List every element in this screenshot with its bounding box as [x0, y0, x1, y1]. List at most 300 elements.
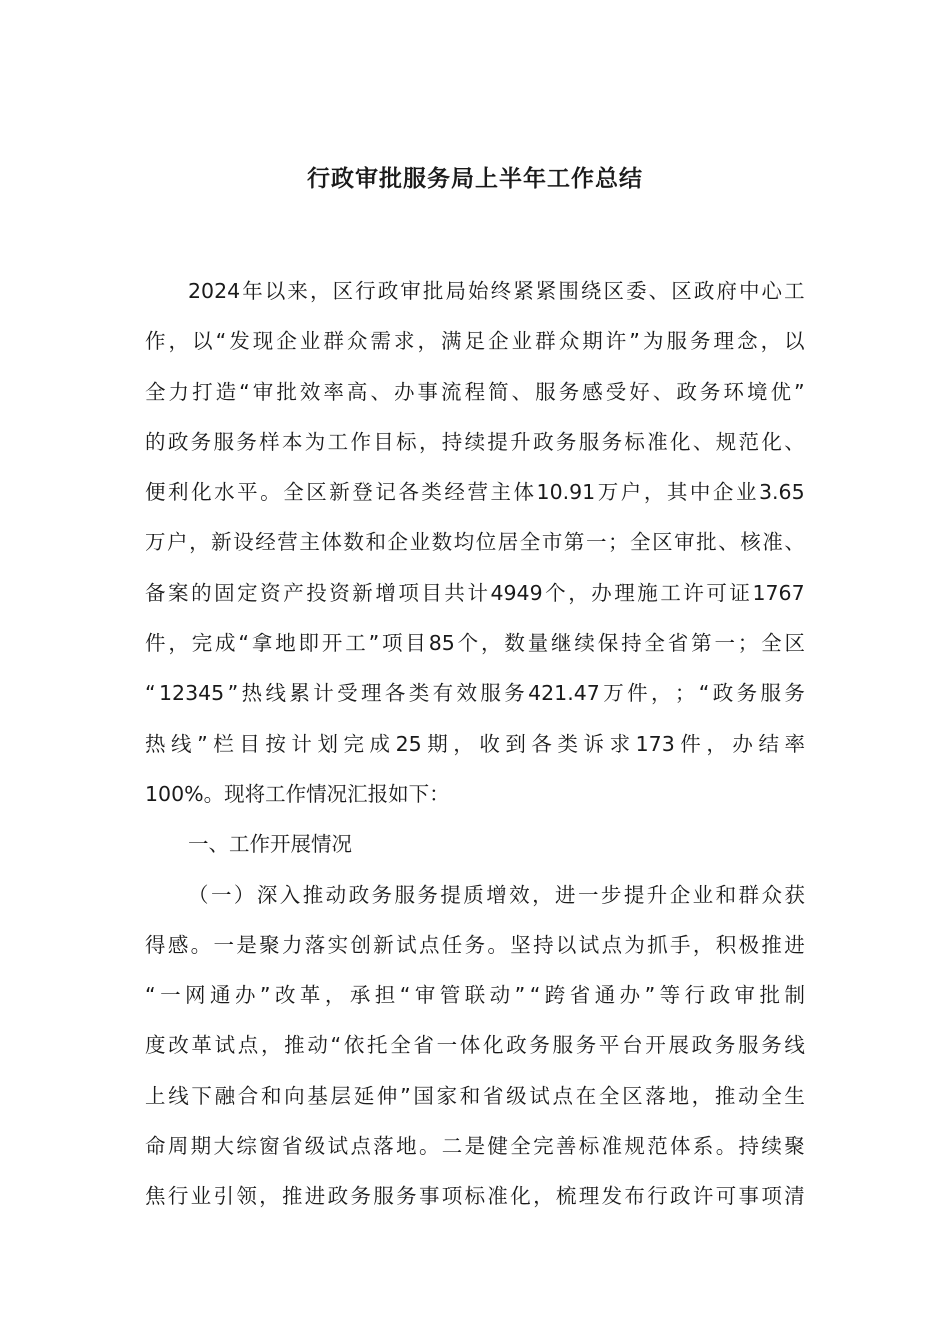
- text-segment: 12345: [159, 681, 225, 706]
- text-segment: 力: [168, 379, 190, 404]
- paragraph-line: [145, 1081, 805, 1131]
- text-segment: 试: [327, 1134, 349, 1159]
- text-segment: 政: [533, 429, 554, 454]
- text-segment: 备: [145, 580, 166, 605]
- text-segment: 服: [213, 429, 234, 454]
- text-segment: 服: [666, 329, 687, 354]
- text-segment: 务: [371, 882, 392, 907]
- text-segment: 为: [642, 329, 664, 354]
- text-segment: 中: [738, 279, 760, 303]
- text-segment: 核: [740, 530, 761, 555]
- text-segment: “: [238, 631, 249, 656]
- text-segment: ，: [481, 631, 502, 656]
- text-segment: 审: [674, 530, 695, 555]
- text-segment: 化: [482, 1033, 504, 1058]
- text-segment: 受: [605, 379, 627, 404]
- text-segment: 项: [398, 580, 419, 605]
- text-segment: 完: [533, 1134, 554, 1159]
- text-segment: 动: [307, 1033, 328, 1058]
- text-segment: 业: [735, 480, 757, 505]
- text-segment: 坚: [510, 932, 531, 957]
- paragraph-line: [145, 276, 805, 326]
- text-segment: 改: [168, 1033, 189, 1058]
- text-segment: 任: [441, 932, 463, 957]
- text-segment: 拿: [251, 631, 273, 656]
- text-segment: 跨: [544, 983, 566, 1008]
- text-segment: 展: [668, 1033, 689, 1058]
- text-segment: 大: [213, 1134, 234, 1159]
- text-segment: 周: [167, 1134, 189, 1159]
- text-segment: 工: [327, 429, 349, 454]
- text-segment: 造: [215, 379, 237, 404]
- text-segment: 。: [190, 932, 212, 957]
- text-segment: 落: [645, 1083, 666, 1108]
- text-segment: 理: [578, 1184, 600, 1209]
- text-segment: 优: [770, 379, 791, 404]
- text-segment: 为: [304, 429, 326, 454]
- text-segment: 府: [716, 279, 737, 303]
- text-segment: 样: [259, 429, 280, 454]
- text-segment: 目: [373, 429, 394, 454]
- text-segment: 命: [145, 1134, 166, 1159]
- text-segment: 级: [304, 1134, 326, 1159]
- text-segment: 积: [715, 932, 737, 957]
- text-segment: 线: [784, 1033, 805, 1058]
- text-segment: 第: [563, 530, 585, 555]
- text-segment: 等: [659, 983, 681, 1008]
- text-segment: 行: [647, 1184, 668, 1209]
- text-segment: 向: [284, 1083, 305, 1108]
- text-segment: 中: [689, 480, 711, 505]
- text-segment: 续: [574, 631, 595, 656]
- text-segment: 全: [644, 631, 665, 656]
- text-segment: 行: [684, 983, 706, 1008]
- text-segment: ，: [418, 429, 440, 454]
- text-segment: 聚: [784, 1134, 805, 1159]
- text-segment: 一: [160, 983, 181, 1008]
- text-segment: 按: [265, 731, 286, 756]
- text-segment: ；: [737, 631, 759, 656]
- text-segment: 以: [264, 279, 286, 303]
- text-segment: ，: [417, 329, 438, 354]
- text-segment: 件: [680, 731, 701, 756]
- text-segment: 范: [738, 429, 760, 454]
- text-segment: 区: [784, 631, 805, 656]
- text-segment: 其: [666, 480, 688, 505]
- text-segment: 和: [365, 530, 386, 555]
- text-segment: “: [399, 983, 411, 1008]
- text-segment: 动: [489, 983, 511, 1008]
- text-segment: 发: [601, 1184, 623, 1209]
- text-segment: 发: [229, 329, 250, 354]
- text-segment: 推: [302, 882, 324, 907]
- text-segment: 本: [281, 429, 303, 454]
- text-segment: 理: [713, 329, 735, 354]
- text-segment: 推: [281, 1184, 303, 1209]
- text-segment: 完: [343, 731, 364, 756]
- text-segment: ；: [607, 530, 629, 555]
- text-segment: 区: [332, 279, 354, 303]
- text-segment: 准: [487, 1184, 508, 1209]
- text-segment: 务: [784, 681, 805, 706]
- text-segment: 开: [645, 1033, 666, 1058]
- text-segment: 开: [321, 631, 343, 656]
- text-segment: 家: [436, 1083, 458, 1108]
- text-segment: 全: [630, 530, 651, 555]
- text-segment: 通: [209, 983, 231, 1008]
- text-segment: 全: [761, 1083, 782, 1108]
- text-segment: 众: [346, 329, 368, 354]
- text-segment: 准: [647, 429, 668, 454]
- text-segment: 窗: [259, 1134, 280, 1159]
- text-segment: 点: [237, 1033, 259, 1058]
- text-segment: 件: [145, 631, 166, 656]
- text-segment: 质: [463, 882, 484, 907]
- text-segment: 提: [440, 882, 461, 907]
- text-segment: 、: [652, 379, 674, 404]
- text-segment: 结: [758, 731, 779, 756]
- text-segment: 省: [667, 631, 689, 656]
- text-segment: 感: [582, 379, 603, 404]
- text-segment: 层: [330, 1083, 351, 1108]
- text-segment: 度: [145, 1033, 166, 1058]
- text-segment: 务: [350, 1184, 371, 1209]
- text-segment: 级: [506, 1083, 527, 1108]
- text-segment: 联: [464, 983, 486, 1008]
- text-segment: 工: [784, 279, 805, 303]
- text-segment: 25: [395, 731, 422, 756]
- text-segment: 421.47: [528, 681, 600, 706]
- text-segment: 数: [504, 631, 525, 656]
- text-segment: 线: [171, 731, 192, 756]
- text-segment: 区: [652, 530, 673, 555]
- text-segment: 类: [408, 681, 430, 706]
- text-segment: 、: [511, 379, 533, 404]
- text-segment: 上: [145, 1083, 166, 1108]
- text-segment: 可: [715, 1184, 737, 1209]
- text-segment: 一: [436, 1033, 458, 1058]
- text-segment: 资: [260, 580, 281, 605]
- text-segment: 经: [444, 480, 465, 505]
- text-segment: 伸: [376, 1083, 398, 1108]
- text-segment: 、: [648, 279, 670, 303]
- text-segment: ”: [259, 983, 271, 1008]
- text-segment: 革: [191, 1033, 212, 1058]
- text-segment: 地: [275, 631, 296, 656]
- text-segment: ”: [514, 983, 526, 1008]
- text-segment: 以: [784, 329, 805, 354]
- text-segment: 批: [276, 379, 297, 404]
- text-segment: 、: [784, 429, 805, 454]
- text-segment: 担: [374, 983, 396, 1008]
- text-segment: 试: [214, 1033, 236, 1058]
- document-body: [145, 276, 805, 1232]
- text-segment: 焦: [145, 1184, 166, 1209]
- text-segment: 化: [191, 480, 212, 505]
- text-segment: 新: [211, 530, 232, 555]
- text-segment: “: [698, 681, 710, 706]
- text-segment: 定: [237, 580, 258, 605]
- text-segment: 委: [626, 279, 647, 303]
- text-segment: 抓: [647, 932, 668, 957]
- text-segment: 10.91: [536, 480, 596, 505]
- text-segment: 点: [552, 1083, 573, 1108]
- text-segment: 全: [390, 1033, 411, 1058]
- text-segment: ，: [189, 530, 210, 555]
- text-segment: 清: [784, 1184, 805, 1209]
- text-segment: 资: [329, 580, 350, 605]
- text-segment: 进: [304, 1184, 326, 1209]
- text-segment: 境: [746, 379, 768, 404]
- text-segment: 批: [422, 279, 444, 303]
- text-segment: 新: [373, 932, 394, 957]
- text-segment: 理: [614, 580, 635, 605]
- text-segment: 目: [239, 731, 260, 756]
- text-segment: 第: [691, 631, 712, 656]
- text-segment: 个: [545, 580, 566, 605]
- text-segment: 持: [533, 932, 554, 957]
- text-segment: 升: [646, 882, 668, 907]
- text-segment: ”: [644, 983, 656, 1008]
- text-segment: 一: [213, 932, 234, 957]
- text-segment: 标: [464, 1184, 486, 1209]
- text-segment: 、: [784, 530, 805, 555]
- text-segment: 深: [256, 882, 278, 907]
- text-segment: 念: [737, 329, 758, 354]
- text-segment: 受: [337, 681, 358, 706]
- text-segment: 务: [690, 329, 711, 354]
- text-segment: 务: [558, 379, 580, 404]
- text-segment: 推: [714, 1083, 736, 1108]
- text-segment: 的: [145, 429, 166, 454]
- text-segment: 服: [394, 882, 415, 907]
- text-segment: 化: [761, 429, 782, 454]
- text-segment: 动: [738, 1083, 759, 1108]
- text-segment: 经: [255, 530, 276, 555]
- text-segment: 和: [459, 1083, 481, 1108]
- text-segment: 高: [346, 379, 368, 404]
- text-segment: 效: [456, 681, 477, 706]
- text-segment: 累: [289, 681, 310, 706]
- text-segment: 务: [504, 681, 525, 706]
- text-segment: 件: [627, 681, 648, 706]
- text-segment: 务: [417, 882, 438, 907]
- text-segment: 政: [712, 681, 734, 706]
- text-segment: 区: [306, 480, 327, 505]
- text-segment: 省: [413, 1033, 434, 1058]
- text-segment: 期: [190, 1134, 212, 1159]
- text-segment: ，: [260, 1033, 282, 1058]
- text-segment: 务: [236, 429, 257, 454]
- text-segment: 新: [329, 480, 350, 505]
- text-segment: ”: [227, 681, 239, 706]
- text-segment: 热: [145, 731, 166, 756]
- text-segment: 业: [692, 882, 714, 907]
- text-segment: 数: [431, 530, 453, 555]
- text-segment: 务: [761, 1033, 782, 1058]
- text-segment: 地: [668, 1083, 689, 1108]
- text-segment: 户: [620, 480, 642, 505]
- paragraph-line: [145, 678, 805, 728]
- text-segment: 企: [276, 329, 297, 354]
- text-segment: 一: [577, 882, 599, 907]
- text-segment: 平: [598, 1033, 620, 1058]
- text-segment: 善: [555, 1134, 577, 1159]
- text-segment: 项: [761, 1184, 782, 1209]
- text-segment: 作: [350, 429, 371, 454]
- text-segment: 服: [535, 379, 556, 404]
- text-segment: 极: [738, 932, 760, 957]
- text-segment: 在: [575, 1083, 597, 1108]
- text-segment: 。: [418, 1134, 440, 1159]
- text-segment: 服: [480, 681, 501, 706]
- text-segment: 政: [693, 279, 715, 303]
- text-segment: 栏: [213, 731, 234, 756]
- text-segment: 有: [432, 681, 454, 706]
- text-segment: 政: [506, 1033, 527, 1058]
- text-segment: 。: [715, 1134, 737, 1159]
- text-segment: 计: [467, 580, 488, 605]
- text-segment: 服: [373, 1184, 394, 1209]
- text-segment: 企: [669, 882, 691, 907]
- text-segment: 173: [635, 731, 675, 756]
- text-segment: 线: [168, 1083, 189, 1108]
- text-segment: 事: [738, 1184, 760, 1209]
- text-segment: 设: [233, 530, 254, 555]
- text-segment: 工: [345, 631, 366, 656]
- text-segment: 省: [482, 1083, 504, 1108]
- text-segment: 地: [396, 1134, 417, 1159]
- text-segment: 万: [597, 480, 619, 505]
- text-segment: 体: [459, 1033, 481, 1058]
- text-segment: 升: [510, 429, 531, 454]
- text-segment: “: [330, 1033, 342, 1058]
- text-segment: ”: [794, 379, 805, 404]
- text-segment: 平: [237, 480, 258, 505]
- text-segment: 服: [552, 1033, 573, 1058]
- text-segment: 体: [321, 530, 342, 555]
- text-segment: 紧: [535, 279, 557, 303]
- text-segment: ）: [233, 882, 255, 907]
- text-segment: 感: [167, 932, 189, 957]
- text-segment: 增: [486, 882, 507, 907]
- text-segment: 项: [382, 631, 403, 656]
- text-segment: 群: [535, 329, 556, 354]
- text-segment: “: [145, 681, 156, 706]
- text-segment: 托: [367, 1033, 388, 1058]
- text-segment: 政: [709, 983, 731, 1008]
- text-segment: 落: [373, 1134, 394, 1159]
- text-segment: 进: [555, 882, 576, 907]
- text-segment: 办: [619, 983, 641, 1008]
- text-segment: 记: [375, 480, 396, 505]
- text-segment: 好: [629, 379, 650, 404]
- text-segment: 务: [736, 681, 758, 706]
- text-segment: 业: [511, 329, 533, 354]
- text-segment: 全: [519, 530, 541, 555]
- paragraph-line: [145, 427, 805, 477]
- text-segment: 计: [313, 681, 334, 706]
- text-segment: “: [239, 379, 250, 404]
- text-segment: 标: [578, 1134, 600, 1159]
- text-segment: 效: [299, 379, 321, 404]
- text-segment: 增: [375, 580, 396, 605]
- text-segment: 期: [427, 731, 448, 756]
- text-segment: 务: [601, 429, 623, 454]
- text-segment: 量: [527, 631, 549, 656]
- text-segment: 项: [441, 1184, 463, 1209]
- text-segment: 划: [317, 731, 338, 756]
- text-segment: 服: [578, 429, 600, 454]
- text-segment: 终: [490, 279, 512, 303]
- text-segment: 全: [598, 1083, 620, 1108]
- text-segment: 求: [609, 731, 631, 756]
- text-segment: 计: [291, 731, 312, 756]
- text-segment: 成: [215, 631, 236, 656]
- text-segment: 全: [283, 480, 304, 505]
- text-segment: 需: [370, 329, 391, 354]
- text-segment: 台: [622, 1033, 643, 1058]
- text-segment: 位: [475, 530, 497, 555]
- text-segment: 到: [505, 731, 526, 756]
- text-segment: 持: [441, 429, 463, 454]
- paragraph-line: [145, 578, 805, 628]
- text-segment: 诉: [583, 731, 605, 756]
- text-segment: 一: [585, 530, 607, 555]
- text-segment: ；: [674, 681, 696, 706]
- text-segment: 85: [428, 631, 455, 656]
- text-segment: 行: [355, 279, 376, 303]
- text-segment: 求: [393, 329, 415, 354]
- text-segment: 率: [784, 731, 805, 756]
- text-segment: 手: [670, 932, 691, 957]
- text-segment: 众: [761, 882, 782, 907]
- text-segment: 许: [683, 580, 704, 605]
- text-segment: 政: [348, 882, 370, 907]
- text-segment: 万: [145, 530, 166, 555]
- text-segment: 制: [784, 983, 805, 1008]
- text-segment: 实: [327, 932, 349, 957]
- text-segment: 工: [660, 580, 681, 605]
- text-segment: ，: [533, 1184, 554, 1209]
- text-segment: 梳: [555, 1184, 577, 1209]
- text-segment: 群: [323, 329, 344, 354]
- text-segment: 化: [670, 429, 691, 454]
- text-segment: 、: [692, 429, 714, 454]
- text-segment: 产: [283, 580, 304, 605]
- text-segment: 和: [260, 1083, 282, 1108]
- text-segment: 来: [287, 279, 308, 303]
- text-segment: 动: [325, 882, 347, 907]
- text-segment: 以: [555, 932, 577, 957]
- text-segment: 利: [168, 480, 189, 505]
- text-segment: 务: [529, 1033, 550, 1058]
- text-segment: 的: [191, 580, 212, 605]
- text-segment: 范: [647, 1134, 668, 1159]
- text-segment: 事: [417, 379, 438, 404]
- text-segment: 各: [384, 681, 406, 706]
- text-segment: 便: [145, 480, 166, 505]
- text-segment: 打: [192, 379, 213, 404]
- text-segment: 省: [281, 1134, 303, 1159]
- text-segment: 目: [405, 631, 426, 656]
- section-heading: 一、工作开展情况: [188, 832, 352, 857]
- text-segment: 步: [600, 882, 622, 907]
- text-segment: “: [145, 983, 156, 1008]
- text-segment: 为: [624, 932, 645, 957]
- text-segment: 万: [603, 681, 624, 706]
- text-segment: 政: [670, 1184, 691, 1209]
